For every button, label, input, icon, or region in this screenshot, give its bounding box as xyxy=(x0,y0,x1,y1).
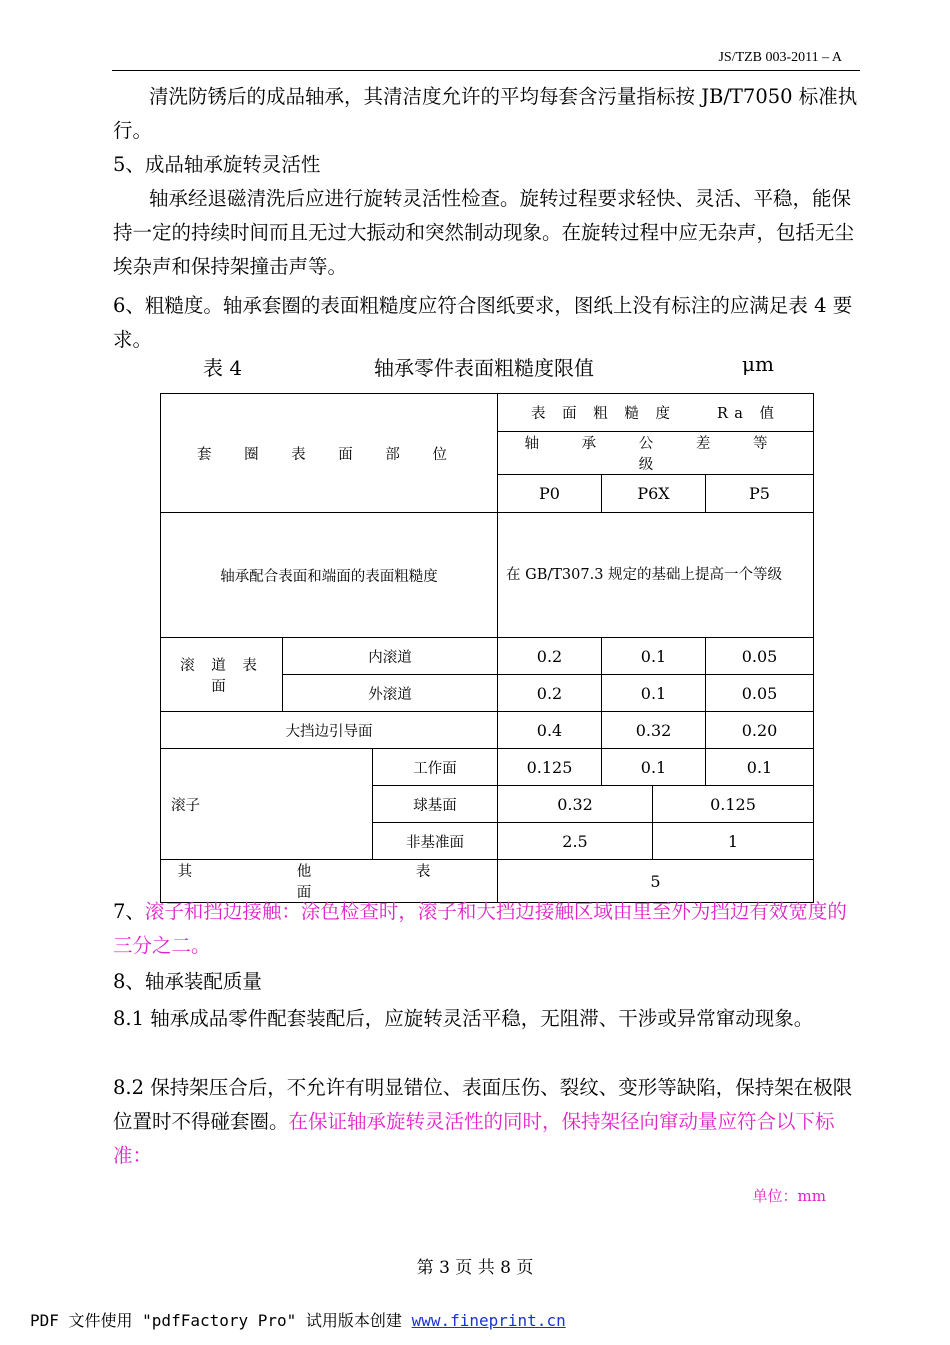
section-8-title: 8、轴承装配质量 xyxy=(113,970,262,993)
section-8-2-text: 8.2 保持架压合后，不允许有明显错位、表面压伤、裂纹、变形等缺陷，保持架在极限位置时不得碰套圈。在保证轴承旋转灵活性的同时，保持架径向窜动量应符合以下标准： xyxy=(113,1076,853,1167)
section-5-body: 轴承经退磁清洗后应进行旋转灵活性检查。旋转过程要求轻快、灵活、平稳，能保持一定的持续时间而且无过大振动和突然制动现象。在旋转过程中应无杂声，包括无尘埃杂声和保持架撞击声等。 xyxy=(113,187,855,278)
section-8-1-text: 8.1 轴承成品零件配套装配后，应旋转灵活平稳，无阻滞、干涉或异常窜动现象。 xyxy=(113,1007,814,1030)
table-title: 轴承零件表面粗糙度限值 xyxy=(374,356,594,380)
fit-surface-label: 轴承配合表面和端面的表面粗糙度 xyxy=(161,513,498,638)
rib-guide-p6x: 0.32 xyxy=(602,712,706,749)
paragraph-cleanliness: 清洗防锈后的成品轴承，其清洁度允许的平均每套含污量指标按 JB/T7050 标准执行。 xyxy=(113,85,858,142)
work-face-p6x: 0.1 xyxy=(602,749,706,786)
raceway-label: 滚 道 表 面 xyxy=(161,638,283,712)
header-divider xyxy=(112,70,860,71)
page-number: 第 3 页 共 8 页 xyxy=(416,1258,534,1278)
grade-p5: P5 xyxy=(706,475,814,513)
header-part: 套 圈 表 面 部 位 xyxy=(161,394,498,513)
header-roughness: 表 面 粗 糙 度 Ra 值 xyxy=(498,394,814,432)
roller-label: 滚子 xyxy=(161,749,373,860)
fineprint-link[interactable]: www.fineprint.cn xyxy=(411,1311,566,1330)
non-datum-value-2: 1 xyxy=(653,823,814,860)
non-datum-value-1: 2.5 xyxy=(498,823,653,860)
section-5-title: 5、成品轴承旋转灵活性 xyxy=(113,153,321,176)
inner-raceway-p5: 0.05 xyxy=(706,638,814,675)
header-grade: 轴 承 公 差 等 级 xyxy=(498,432,814,475)
other-surface-value: 5 xyxy=(498,860,814,903)
grade-p6x: P6X xyxy=(602,475,706,513)
rib-guide-p0: 0.4 xyxy=(498,712,602,749)
sphere-base-value-1: 0.32 xyxy=(498,786,653,823)
outer-raceway-p6x: 0.1 xyxy=(602,675,706,712)
table-label: 表 4 xyxy=(203,356,243,380)
rib-guide-label: 大挡边引导面 xyxy=(161,712,498,749)
outer-raceway-p5: 0.05 xyxy=(706,675,814,712)
inner-raceway-p6x: 0.1 xyxy=(602,638,706,675)
document-code: JS/TZB 003-2011 – A xyxy=(718,50,842,65)
section-6-text: 6、粗糙度。轴承套圈的表面粗糙度应符合图纸要求，图纸上没有标注的应满足表 4 要求。 xyxy=(113,294,853,351)
work-face-label: 工作面 xyxy=(373,749,498,786)
outer-raceway-label: 外滚道 xyxy=(283,675,498,712)
rib-guide-p5: 0.20 xyxy=(706,712,814,749)
non-datum-label: 非基准面 xyxy=(373,823,498,860)
outer-raceway-p0: 0.2 xyxy=(498,675,602,712)
pdf-creator-note: PDF 文件使用 "pdfFactory Pro" 试用版本创建 www.fineprint.cn xyxy=(30,1311,566,1330)
work-face-p0: 0.125 xyxy=(498,749,602,786)
other-surface-label: 其 他 表 面 xyxy=(161,860,498,903)
fit-surface-value: 在 GB/T307.3 规定的基础上提高一个等级 xyxy=(498,513,814,638)
inner-raceway-label: 内滚道 xyxy=(283,638,498,675)
section-7-text: 7、滚子和挡边接触：涂色检查时，滚子和大挡边接触区域由里至外为挡边有效宽度的三分之二。 xyxy=(113,900,847,957)
table-unit: μm xyxy=(742,352,774,376)
grade-p0: P0 xyxy=(498,475,602,513)
sphere-base-value-2: 0.125 xyxy=(653,786,814,823)
inner-raceway-p0: 0.2 xyxy=(498,638,602,675)
unit-note: 单位：mm xyxy=(752,1187,826,1205)
sphere-base-label: 球基面 xyxy=(373,786,498,823)
roughness-table xyxy=(160,393,814,903)
work-face-p5: 0.1 xyxy=(706,749,814,786)
